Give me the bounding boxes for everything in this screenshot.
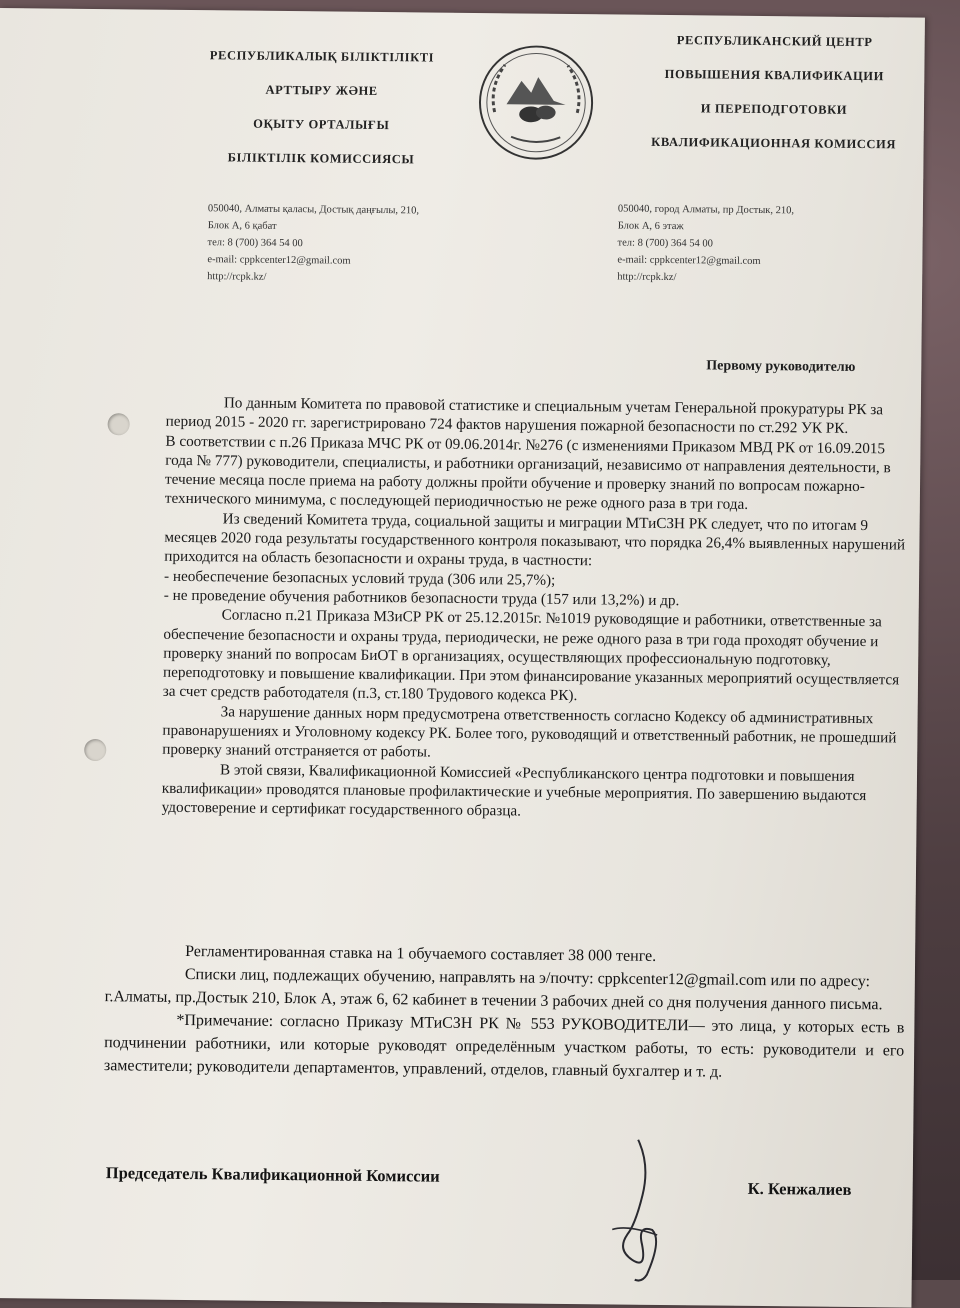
- address-phone: тел: 8 (700) 364 54 00: [617, 237, 713, 250]
- header-russian-line: И ПЕРЕПОДГОТОВКИ: [700, 101, 848, 117]
- handwritten-signature: [587, 1134, 679, 1285]
- body-list-item: - необеспечение безопасных условий труда (306 или 25,7%);: [163, 567, 556, 589]
- address-phone: тел: 8 (700) 364 54 00: [207, 237, 303, 250]
- addressee: Первому руководителю: [706, 358, 856, 375]
- letter-lower: [104, 939, 905, 1085]
- header-kazakh-line: РЕСПУБЛИКАЛЫҚ БІЛІКТІЛІКТІ: [209, 48, 435, 65]
- signatory-name: К. Кенжалиев: [747, 1178, 852, 1199]
- letter-body: [162, 393, 911, 825]
- punch-hole-top: [108, 413, 130, 435]
- address-line: 050040, Алматы қаласы, Достық даңғылы, 210,: [207, 203, 420, 217]
- address-line: Блок А, 6 қабат: [207, 220, 277, 232]
- body-paragraph: Согласно п.21 Приказа МЗиСР РК от 25.12.2015г. №1019 руководящие и работники, ответственные за обеспечение безопасности и охраны труда, периодически, не реже одного раза в три года проходят обучение и проверку знаний по вопросам БиОТ в организациях, осуществляющих профессиональную подготовку, переподготовку и повышение квалификации. При этом финансирование указанных мероприятий осуществляется за счет средств работодателя (п.3, ст.180 Трудового кодекса РК).: [162, 606, 900, 705]
- header-russian-line: ПОВЫШЕНИЯ КВАЛИФИКАЦИИ: [664, 66, 885, 84]
- note-paragraph: *Примечание: согласно Приказу МТиСЗН РК № 553 РУКОВОДИТЕЛИ— это лица, у которых есть в подчинении работники, или которые руководят определённым участком работы, то есть: руководители и его заместители; руководители департаментов, управлений, отделов, главный бухгалтер и т. д.: [103, 1011, 905, 1081]
- address-line: Блок А, 6 этаж: [617, 220, 684, 233]
- body-paragraph: В этой связи, Квалификационной Комиссией «Республиканского центра подготовки и повышения квалификации» проводятся плановые профилактические и учебные мероприятия. По завершению выдаются удостоверение и сертификат государственного образца.: [161, 760, 867, 820]
- header-kazakh-line: БІЛІКТІЛІК КОМИССИЯСЫ: [227, 150, 415, 167]
- address-line: 050040, город Алматы, пр Достык, 210,: [617, 203, 795, 217]
- signatory-title: Председатель Квалификационной Комиссии: [105, 1163, 440, 1186]
- header-russian-line: РЕСПУБЛИКАНСКИЙ ЦЕНТР: [676, 33, 873, 50]
- punch-hole-bottom: [84, 739, 106, 761]
- body-paragraph: Из сведений Комитета труда, социальной защиты и миграции МТиСЗН РК следует, что по итогам 9 месяцев 2020 года результаты государственного контроля показывают, что порядка 26,4% выявленных нарушений приходится на область безопасности и охраны труда, в частности:: [164, 510, 906, 570]
- letter-page: [0, 8, 925, 1308]
- body-paragraph: По данным Комитета по правовой статистике и специальным учетам Генеральной прокуратуры РК за период 2015 - 2020 гг. зарегистрировано 724 фактов нарушения пожарной безопасности по ст.292 УК РК.: [165, 394, 884, 438]
- header-kazakh-line: ОҚЫТУ ОРТАЛЫҒЫ: [253, 116, 390, 133]
- rate-paragraph: Регламентированная ставка на 1 обучаемого составляет 38 000 тенге.: [185, 942, 657, 965]
- address-email: e-mail: cppkcenter12@gmail.com: [617, 254, 761, 267]
- address-website: http://rcpk.kz/: [617, 271, 677, 284]
- header-kazakh: [193, 48, 449, 187]
- body-paragraph: В соответствии с п.26 Приказа МЧС РК от 09.06.2014г. №276 (с изменениями Приказом МВД РК от 16.09.2015 года № 777) руководители, специалисты, и работники организаций, независимо от направления деятельности, в течение месяца после приема на работу должны пройти обучение и проверку знаний по вопросам пожарно-технического минимума, с последующей периодичностью не реже одного раза в три года.: [164, 432, 891, 514]
- header-russian: [628, 33, 919, 172]
- address-email: e-mail: cppkcenter12@gmail.com: [207, 254, 351, 267]
- address-russian: [617, 200, 794, 287]
- header-kazakh-line: АРТТЫРУ ЖӘНЕ: [265, 82, 378, 98]
- header-russian-line: КВАЛИФИКАЦИОННАЯ КОМИССИЯ: [651, 134, 897, 152]
- body-paragraph: За нарушение данных норм предусмотрена ответственность согласно Кодексу об административных правонарушениях и Уголовному кодексу РК. Более того, руководящий и ответственный работник, не прошедший проверку знаний отстраняется от работы.: [162, 703, 897, 761]
- address-website: http://rcpk.kz/: [207, 271, 267, 283]
- emblem-icon: [476, 43, 595, 162]
- address-kazakh: [207, 200, 419, 287]
- submission-paragraph: Списки лиц, подлежащих обучению, направлять на э/почту: cppkcenter12@gmail.com или по адресу: г.Алматы, пр.Достык 210, Блок А, этаж 6, 62 кабинет в течении 3 рабочих дней со дня получения данного письма.: [104, 965, 883, 1014]
- body-list-item: - не проведение обучения работников безопасности труда (157 или 13,2%) и др.: [163, 586, 680, 610]
